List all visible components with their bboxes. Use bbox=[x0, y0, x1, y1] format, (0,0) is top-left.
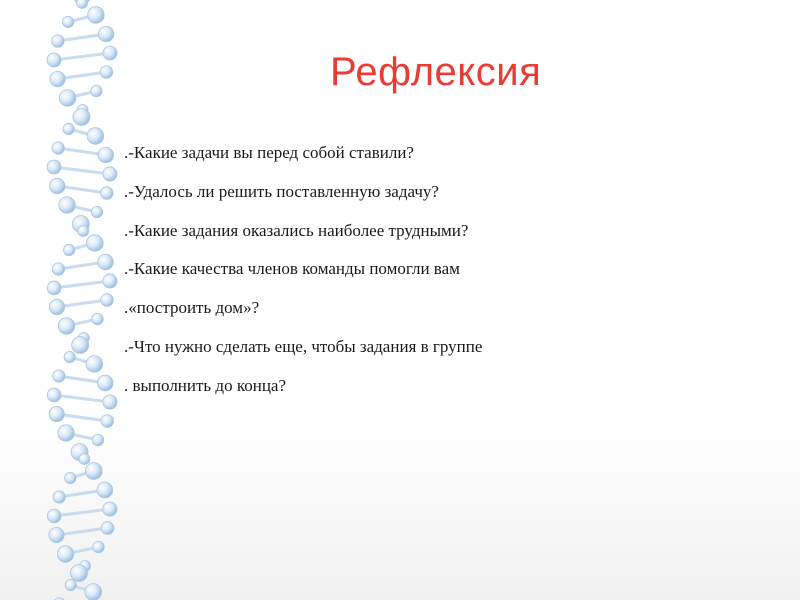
dna-node bbox=[88, 7, 105, 24]
dna-node bbox=[98, 26, 114, 42]
dna-node bbox=[103, 46, 117, 60]
dna-node bbox=[87, 128, 104, 145]
dna-node bbox=[100, 187, 113, 200]
dna-node bbox=[52, 35, 64, 47]
dna-node bbox=[78, 225, 89, 236]
dna-node bbox=[59, 90, 76, 107]
dna-node bbox=[63, 244, 74, 255]
dna-node bbox=[103, 502, 117, 516]
dna-node bbox=[92, 434, 104, 446]
dna-node bbox=[91, 85, 102, 96]
dna-node bbox=[50, 71, 65, 86]
dna-node bbox=[79, 453, 90, 464]
dna-node bbox=[73, 109, 90, 126]
dna-node bbox=[47, 388, 61, 402]
question-line: .-Что нужно сделать еще, чтобы задания в группе bbox=[124, 336, 483, 356]
dna-node bbox=[52, 263, 64, 275]
dna-node bbox=[49, 299, 64, 314]
dna-node bbox=[100, 66, 113, 79]
dna-node bbox=[103, 167, 117, 181]
slide-title: Рефлексия bbox=[330, 50, 542, 94]
question-line: . выполнить до конца? bbox=[124, 375, 287, 395]
dna-node bbox=[53, 491, 65, 503]
dna-node bbox=[49, 406, 64, 421]
dna-node bbox=[47, 53, 61, 67]
dna-node bbox=[72, 337, 89, 354]
dna-node bbox=[85, 584, 102, 600]
dna-node bbox=[64, 351, 75, 362]
dna-node bbox=[103, 274, 117, 288]
dna-rung bbox=[54, 167, 110, 174]
dna-node bbox=[85, 463, 102, 480]
dna-node bbox=[93, 541, 105, 553]
dna-node bbox=[91, 206, 102, 217]
question-line: .-Какие качества членов команды помогли вам bbox=[124, 259, 460, 279]
dna-node bbox=[86, 356, 103, 373]
dna-node bbox=[87, 235, 104, 252]
dna-rung bbox=[54, 509, 110, 516]
question-line: .«построить дом»? bbox=[124, 298, 260, 318]
dna-node bbox=[47, 160, 61, 174]
dna-node bbox=[101, 415, 114, 428]
dna-node bbox=[59, 197, 76, 214]
dna-node bbox=[47, 509, 61, 523]
dna-node bbox=[98, 147, 114, 163]
dna-rung bbox=[54, 53, 110, 60]
dna-node bbox=[49, 527, 64, 542]
question-line: .-Удалось ли решить поставленную задачу? bbox=[124, 181, 439, 201]
dna-node bbox=[65, 579, 76, 590]
dna-node bbox=[98, 254, 114, 270]
dna-node bbox=[101, 522, 114, 535]
dna-node bbox=[65, 472, 76, 483]
dna-node bbox=[52, 142, 64, 154]
dna-rung bbox=[54, 281, 110, 288]
dna-node bbox=[77, 0, 88, 9]
question-list bbox=[124, 134, 482, 406]
dna-node bbox=[58, 425, 74, 441]
dna-node bbox=[63, 123, 74, 134]
dna-node bbox=[57, 546, 73, 562]
dna-node bbox=[70, 565, 87, 582]
dna-rung bbox=[54, 395, 110, 402]
dna-node bbox=[62, 16, 73, 27]
dna-node bbox=[103, 395, 117, 409]
dna-node bbox=[58, 318, 75, 335]
question-line: .-Какие задания оказались наиболее трудными? bbox=[124, 220, 469, 240]
dna-node bbox=[47, 281, 61, 295]
question-line: .-Какие задачи вы перед собой ставили? bbox=[124, 143, 414, 162]
dna-node bbox=[92, 313, 103, 324]
dna-node bbox=[50, 178, 65, 193]
dna-node bbox=[97, 375, 113, 391]
dna-node bbox=[53, 370, 65, 382]
dna-node bbox=[101, 294, 114, 307]
dna-node bbox=[97, 482, 113, 498]
